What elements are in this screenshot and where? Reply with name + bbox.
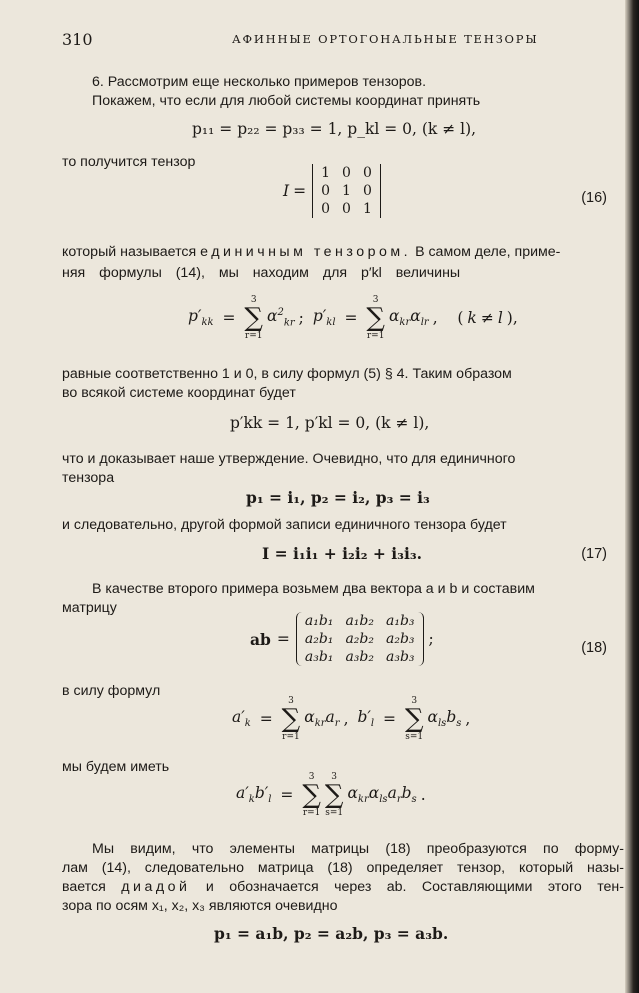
paragraph-line: тензора bbox=[62, 470, 115, 486]
equation-number: (18) bbox=[581, 640, 607, 656]
dyad-matrix: a₁b₁ a₁b₂ a₁b₃ a₂b₁ a₂b₂ a₂b₃ a₃b₁ a₃b₂ a₃b₃ bbox=[304, 613, 415, 665]
paragraph-line: во всякой системе координат будет bbox=[62, 385, 296, 401]
paragraph-line: вается диадой и обозначается через ab. Составляющими этого тен- bbox=[62, 879, 624, 895]
paragraph-line: Мы видим, что элементы матрицы (18) преобразуются по форму- bbox=[92, 841, 624, 857]
dyad-matrix-formula: ab = a₁b₁ a₁b₂ a₁b₃ a₂b₁ a₂b₂ a₂b₃ a₃b₁ a₃b₂ a₃b₃ ; bbox=[250, 613, 434, 665]
formula-product: $a'_kb'_l$ = 3 ∑ r=1 3 ∑ s=1 $\alpha_{kr}\alpha_{ls}a_rb_s$ . bbox=[236, 772, 426, 818]
formula-dyad-components: p₁ = a₁b, p₂ = a₂b, p₃ = a₃b. bbox=[214, 924, 449, 943]
formula-transform: $a'_k$ = 3 ∑ r=1 $\alpha_{kr}a_r$ , $b'_l$ = 3 ∑ s=1 $\alpha_{ls}b_s$ , bbox=[232, 696, 471, 742]
identity-matrix: 1 0 0 0 1 0 0 0 1 bbox=[321, 165, 372, 217]
paragraph-line: мы будем иметь bbox=[62, 759, 170, 775]
formula-components: p′kk = 1, p′kl = 0, (k ≠ l), bbox=[230, 414, 430, 432]
page-edge-shadow bbox=[625, 0, 639, 993]
formula-unit-vectors: p₁ = i₁, p₂ = i₂, p₃ = i₃ bbox=[246, 488, 430, 507]
running-title: АФИННЫЕ ОРТОГОНАЛЬНЫЕ ТЕНЗОРЫ bbox=[232, 32, 539, 46]
paragraph-line: лам (14), следовательно матрица (18) определяет тензор, который назы- bbox=[62, 860, 624, 876]
equation-number: (16) bbox=[581, 190, 607, 206]
paragraph-line: то получится тензор bbox=[62, 154, 196, 170]
paragraph-line: который называется единичным тензором. В самом деле, приме- bbox=[62, 244, 561, 260]
emphasized-term: диадой bbox=[121, 879, 191, 895]
paragraph-line: няя формулы (14), мы находим для p′kl величины bbox=[62, 265, 461, 281]
emphasized-term: единичным тензором. bbox=[200, 244, 412, 260]
paragraph-line: Покажем, что если для любой системы координат принять bbox=[92, 93, 481, 109]
equation-number: (17) bbox=[581, 546, 607, 562]
formula-identity-dyadic: I = i₁i₁ + i₂i₂ + i₃i₃. bbox=[262, 544, 423, 563]
paragraph-line: и следовательно, другой формой записи единичного тензора будет bbox=[62, 517, 507, 533]
paragraph-line: в силу формул bbox=[62, 683, 161, 699]
paragraph-line: равные соответственно 1 и 0, в силу формул (5) § 4. Таким образом bbox=[62, 366, 512, 382]
paragraph-line: 6. Рассмотрим еще несколько примеров тензоров. bbox=[92, 74, 427, 90]
paragraph-line: В качестве второго примера возьмем два вектора a и b и составим bbox=[92, 581, 535, 597]
page-number: 310 bbox=[62, 30, 93, 49]
formula-definition: p₁₁ = p₂₂ = p₃₃ = 1, p_kl = 0, (k ≠ l), bbox=[192, 120, 477, 138]
identity-tensor-formula: I = 1 0 0 0 1 0 0 0 1 bbox=[283, 164, 381, 218]
paragraph-line: что и доказывает наше утверждение. Очевидно, что для единичного bbox=[62, 451, 516, 467]
paragraph-line: матрицу bbox=[62, 600, 117, 616]
formula-sums: $p'_{kk}$ = 3 ∑ r=1 $\alpha^2_{kr}$ ; $p'_{kl}$ = 3 ∑ r=1 $\alpha_{kr}\alpha_{lr}$ , ( k ≠ l ), bbox=[188, 295, 518, 341]
paragraph-line: зора по осям x₁, x₂, x₃ являются очевидно bbox=[62, 898, 338, 914]
